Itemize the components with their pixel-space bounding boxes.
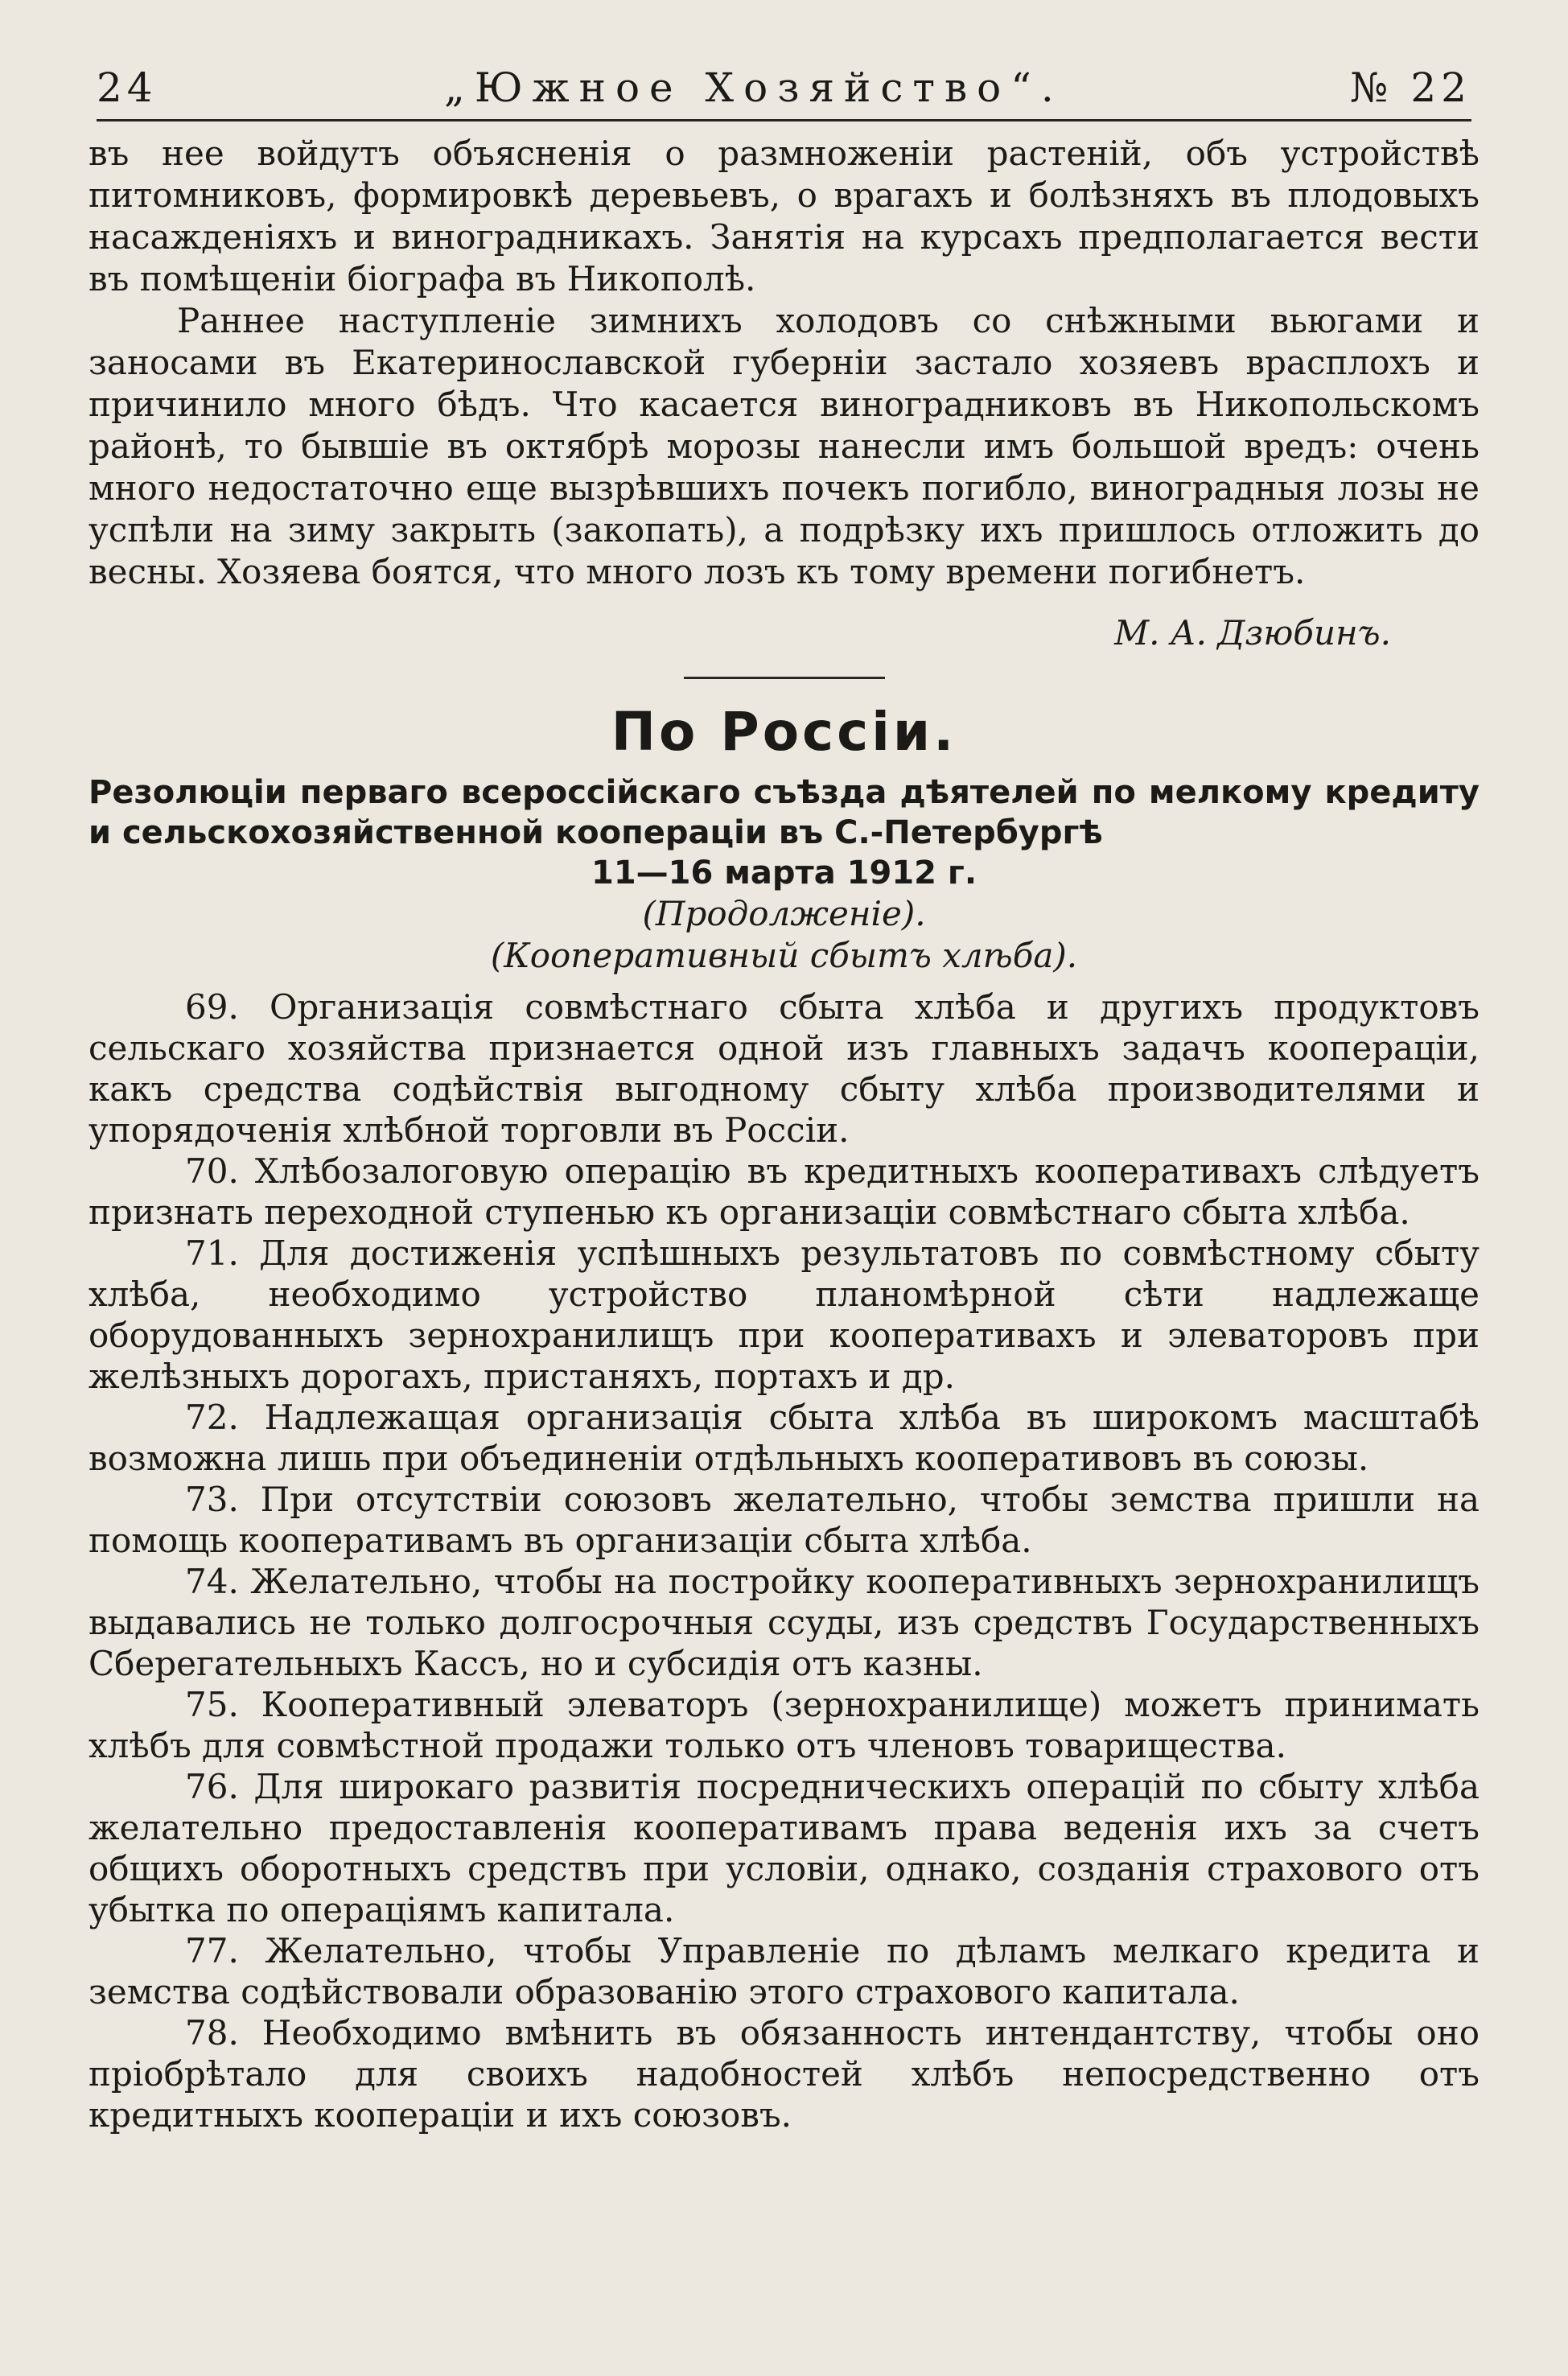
resolution-heading [88, 772, 1480, 893]
section-divider [684, 677, 885, 679]
resolution-items [88, 986, 1480, 2135]
resolution-title: Резолюціи перваго всероссійскаго съѣзда дѣятелей по мелкому кредиту и сельскохозяйственной коопераціи въ С.-Петербургѣ [88, 774, 1480, 851]
section-subtitle: (Кооперативный сбытъ хлѣба). [490, 936, 1078, 975]
list-item: 75. Кооперативный элеваторъ (зернохранилище) можетъ принимать хлѣбъ для совмѣстной продажи только отъ членовъ товарищества. [88, 1685, 1480, 1765]
author-signature: М. А. Дзюбинъ. [1114, 613, 1391, 653]
list-item: 72. Надлежащая организація сбыта хлѣба въ широкомъ масштабѣ возможна лишь при объединеніи отдѣльныхъ кооперативовъ въ союзы. [88, 1398, 1480, 1478]
journal-title: „Южное Хозяйство“. [444, 64, 1064, 111]
resolution-dates: 11—16 марта 1912 г. [591, 854, 977, 892]
intro-text [88, 133, 1480, 593]
intro-paragraph-2: Раннее наступленіе зимнихъ холодовъ со снѣжными вьюгами и заносами въ Екатеринославской губерніи застало хозяевъ врасплохъ и причинило много бѣдъ. Что касается виноградниковъ въ Никопольскомъ районѣ, то бывшіе въ октябрѣ морозы нанесли имъ большой вредъ: очень много недостаточно еще вызрѣвшихъ почекъ погибло, виноградныя лозы не успѣли на зиму закрыть (закопать), а подрѣзку ихъ пришлось отложить до весны. Хозяева боятся, что много лозъ къ тому времени погибнетъ. [88, 301, 1480, 591]
list-item: 70. Хлѣбозалоговую операцію въ кредитныхъ кооперативахъ слѣдуетъ признать переходной ступенью къ организаціи совмѣстнаго сбыта хлѣба. [88, 1151, 1480, 1232]
section-title: По Россіи. [611, 701, 957, 763]
page-header [97, 64, 1471, 121]
issue-number: № 22 [1350, 64, 1471, 111]
list-item: 76. Для широкаго развитія посредническихъ операцій по сбыту хлѣба желательно предоставленія кооперативамъ права веденія ихъ за счетъ общихъ оборотныхъ средствъ при условіи, однако, созданія страхового отъ убытка по операціямъ капитала. [88, 1767, 1480, 1929]
page-number: 24 [97, 64, 158, 111]
list-item: 71. Для достиженія успѣшныхъ результатовъ по совмѣстному сбыту хлѣба, необходимо устройство планомѣрной сѣти надлежаще оборудованныхъ зернохранилищъ при кооперативахъ и элеваторовъ при желѣзныхъ дорогахъ, пристаняхъ, портахъ и др. [88, 1233, 1480, 1396]
continuation-note: (Продолженіе). [642, 894, 926, 933]
list-item: 74. Желательно, чтобы на постройку кооперативныхъ зернохранилищъ выдавались не только долгосрочныя ссуды, изъ средствъ Государственныхъ Сберегательныхъ Кассъ, но и субсидія отъ казны. [88, 1562, 1480, 1683]
intro-paragraph-1: въ нее войдутъ объясненія о размноженіи растеній, объ устройствѣ питомниковъ, формировкѣ деревьевъ, о врагахъ и болѣзняхъ въ плодовыхъ насажденіяхъ и виноградникахъ. Занятія на курсахъ предполагается вести въ помѣщеніи біографа въ Никополѣ. [88, 134, 1480, 299]
list-item: 77. Желательно, чтобы Управленіе по дѣламъ мелкаго кредита и земства содѣйствовали образованію этого страхового капитала. [88, 1931, 1480, 2012]
list-item: 73. При отсутствіи союзовъ желательно, чтобы земства пришли на помощь кооперативамъ въ организаціи сбыта хлѣба. [88, 1480, 1480, 1560]
list-item: 69. Организація совмѣстнаго сбыта хлѣба и другихъ продуктовъ сельскаго хозяйства признается одной изъ главныхъ задачъ коопераціи, какъ средства содѣйствія выгодному сбыту хлѣба производителями и упорядоченія хлѣбной торговли въ Россіи. [88, 987, 1480, 1150]
list-item: 78. Необходимо вмѣнить въ обязанность интендантству, чтобы оно пріобрѣтало для своихъ надобностей хлѣбъ непосредственно отъ кредитныхъ коопераціи и ихъ союзовъ. [88, 2013, 1480, 2135]
